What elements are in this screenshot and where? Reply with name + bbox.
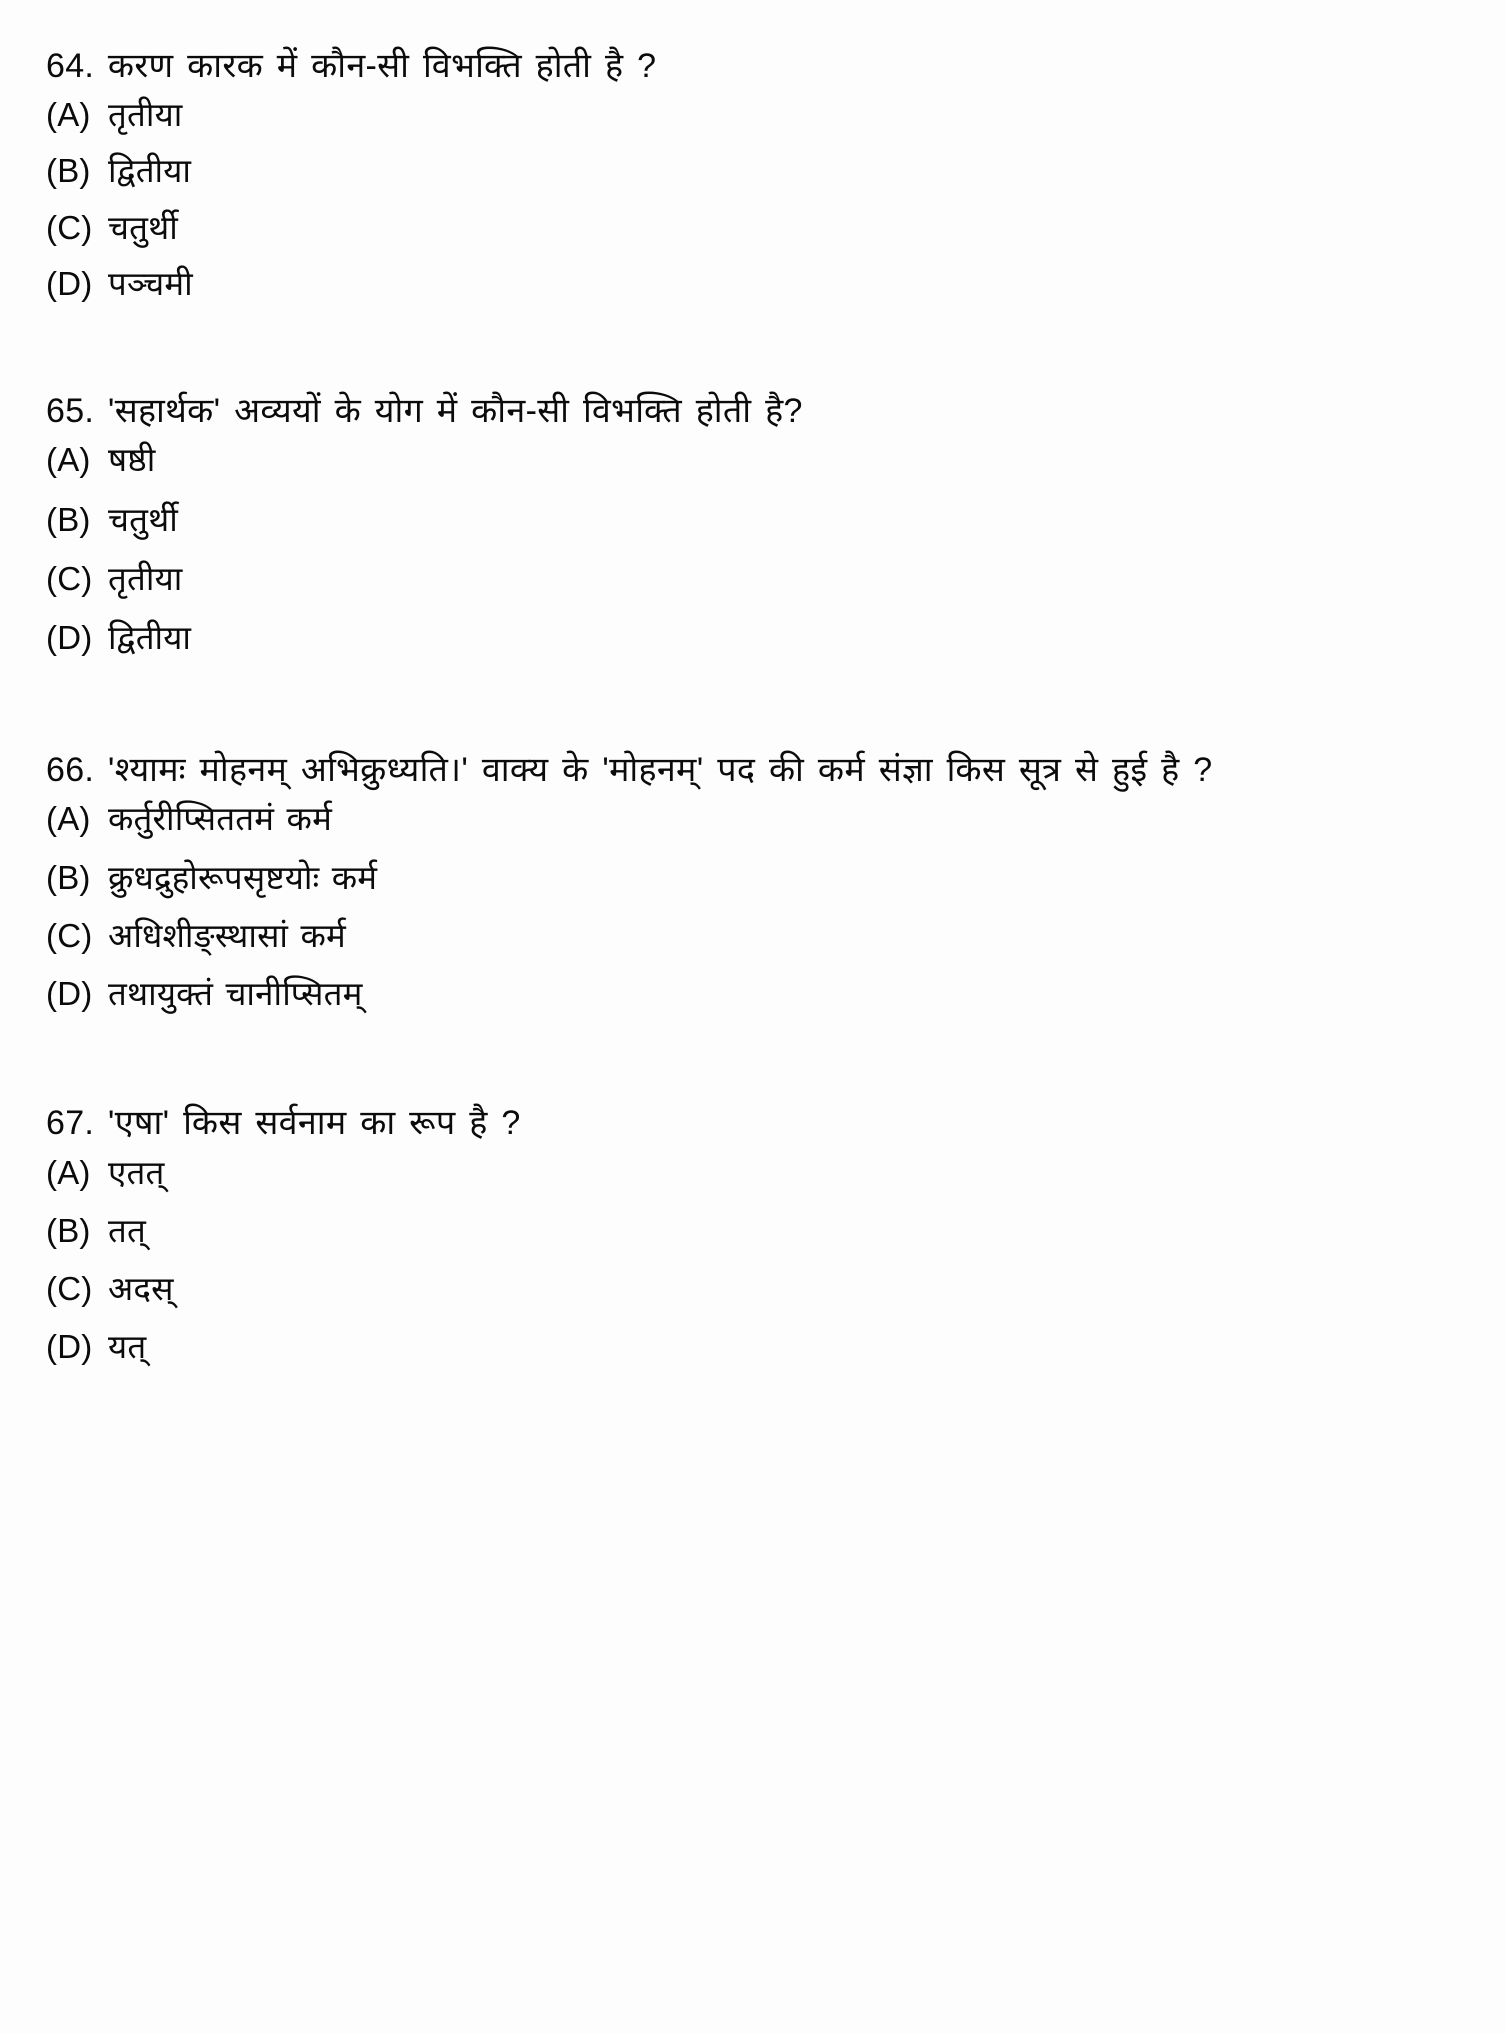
question-list	[46, 44, 1446, 1385]
option-text-67-c: अदस्	[108, 1270, 174, 1308]
question-text-66	[46, 748, 1446, 792]
option-text-65-b: चतुर्थी	[108, 500, 178, 538]
question-body-67: 'एषा' किस सर्वनाम का रूप है ?	[107, 1104, 521, 1143]
option-64-d[interactable]	[46, 263, 1446, 305]
option-64-a[interactable]	[46, 94, 1446, 136]
question-gap-64-65	[46, 319, 1446, 389]
option-text-66-b: क्रुधद्रुहोरूपसृष्टयोः कर्म	[108, 858, 378, 896]
option-66-a[interactable]	[46, 798, 1446, 840]
option-label-65-d: (D)	[46, 619, 93, 657]
option-label-66-c: (C)	[46, 916, 93, 954]
option-list-65	[46, 439, 1446, 659]
question-text-64	[46, 44, 1446, 88]
option-label-64-d: (D)	[46, 264, 93, 302]
option-text-66-d: तथायुक्तं चानीप्सितम्	[108, 975, 363, 1013]
option-66-b[interactable]	[46, 857, 1446, 899]
option-label-64-a: (A)	[46, 96, 91, 134]
question-number-64: 64.	[46, 47, 95, 85]
option-66-d[interactable]	[46, 973, 1446, 1015]
option-65-b[interactable]	[46, 499, 1446, 541]
option-67-b[interactable]	[46, 1210, 1446, 1252]
question-block-66	[46, 748, 1446, 1015]
option-text-65-d: द्वितीया	[108, 619, 192, 657]
option-67-d[interactable]	[46, 1326, 1446, 1368]
option-text-66-c: अधिशीङ्स्थासां कर्म	[108, 916, 346, 954]
option-list-67	[46, 1152, 1446, 1369]
option-label-67-c: (C)	[46, 1270, 93, 1308]
question-block-65	[46, 389, 1446, 659]
option-text-64-a: तृतीया	[108, 96, 183, 134]
option-text-65-c: तृतीया	[108, 559, 183, 597]
question-text-65	[46, 389, 1446, 433]
option-67-c[interactable]	[46, 1268, 1446, 1310]
option-text-67-a: एतत्	[108, 1153, 165, 1191]
option-64-c[interactable]	[46, 207, 1446, 249]
question-body-64: करण कारक में कौन-सी विभक्ति होती है ?	[107, 47, 657, 85]
option-list-64	[46, 94, 1446, 305]
option-64-b[interactable]	[46, 150, 1446, 192]
question-body-66: 'श्यामः मोहनम् अभिक्रुध्यति।' वाक्य के 'मोहनम्' पद की कर्म संज्ञा किस सूत्र से हुई है ?	[107, 751, 1213, 790]
question-text-67	[46, 1101, 1446, 1145]
option-65-c[interactable]	[46, 558, 1446, 600]
option-label-66-d: (D)	[46, 975, 93, 1013]
question-body-65: 'सहार्थक' अव्ययों के योग में कौन-सी विभक्ति होती है?	[107, 392, 803, 431]
option-65-a[interactable]	[46, 439, 1446, 481]
question-number-66: 66.	[46, 751, 95, 790]
option-label-64-c: (C)	[46, 208, 93, 246]
question-block-64	[46, 44, 1446, 305]
option-label-65-c: (C)	[46, 559, 93, 597]
option-label-67-d: (D)	[46, 1328, 93, 1366]
option-67-a[interactable]	[46, 1152, 1446, 1194]
question-block-67	[46, 1101, 1446, 1368]
option-label-65-a: (A)	[46, 441, 91, 479]
option-65-d[interactable]	[46, 617, 1446, 659]
question-gap-66-67	[46, 1031, 1446, 1101]
option-text-64-d: पञ्चमी	[108, 264, 193, 302]
option-label-64-b: (B)	[46, 152, 91, 190]
question-number-67: 67.	[46, 1104, 95, 1143]
option-label-65-b: (B)	[46, 500, 91, 538]
option-text-64-c: चतुर्थी	[108, 208, 178, 246]
option-text-67-d: यत्	[108, 1328, 147, 1366]
option-text-64-b: द्वितीया	[108, 152, 192, 190]
option-label-67-a: (A)	[46, 1153, 91, 1191]
option-label-66-a: (A)	[46, 800, 91, 838]
question-number-65: 65.	[46, 392, 95, 431]
option-66-c[interactable]	[46, 915, 1446, 957]
option-text-65-a: षष्ठी	[108, 441, 156, 479]
option-label-66-b: (B)	[46, 858, 91, 896]
option-text-66-a: कर्तुरीप्सिततमं कर्म	[108, 800, 333, 838]
option-list-66	[46, 798, 1446, 1015]
question-gap-65-66	[46, 676, 1446, 748]
option-label-67-b: (B)	[46, 1211, 91, 1249]
option-text-67-b: तत्	[108, 1211, 147, 1249]
